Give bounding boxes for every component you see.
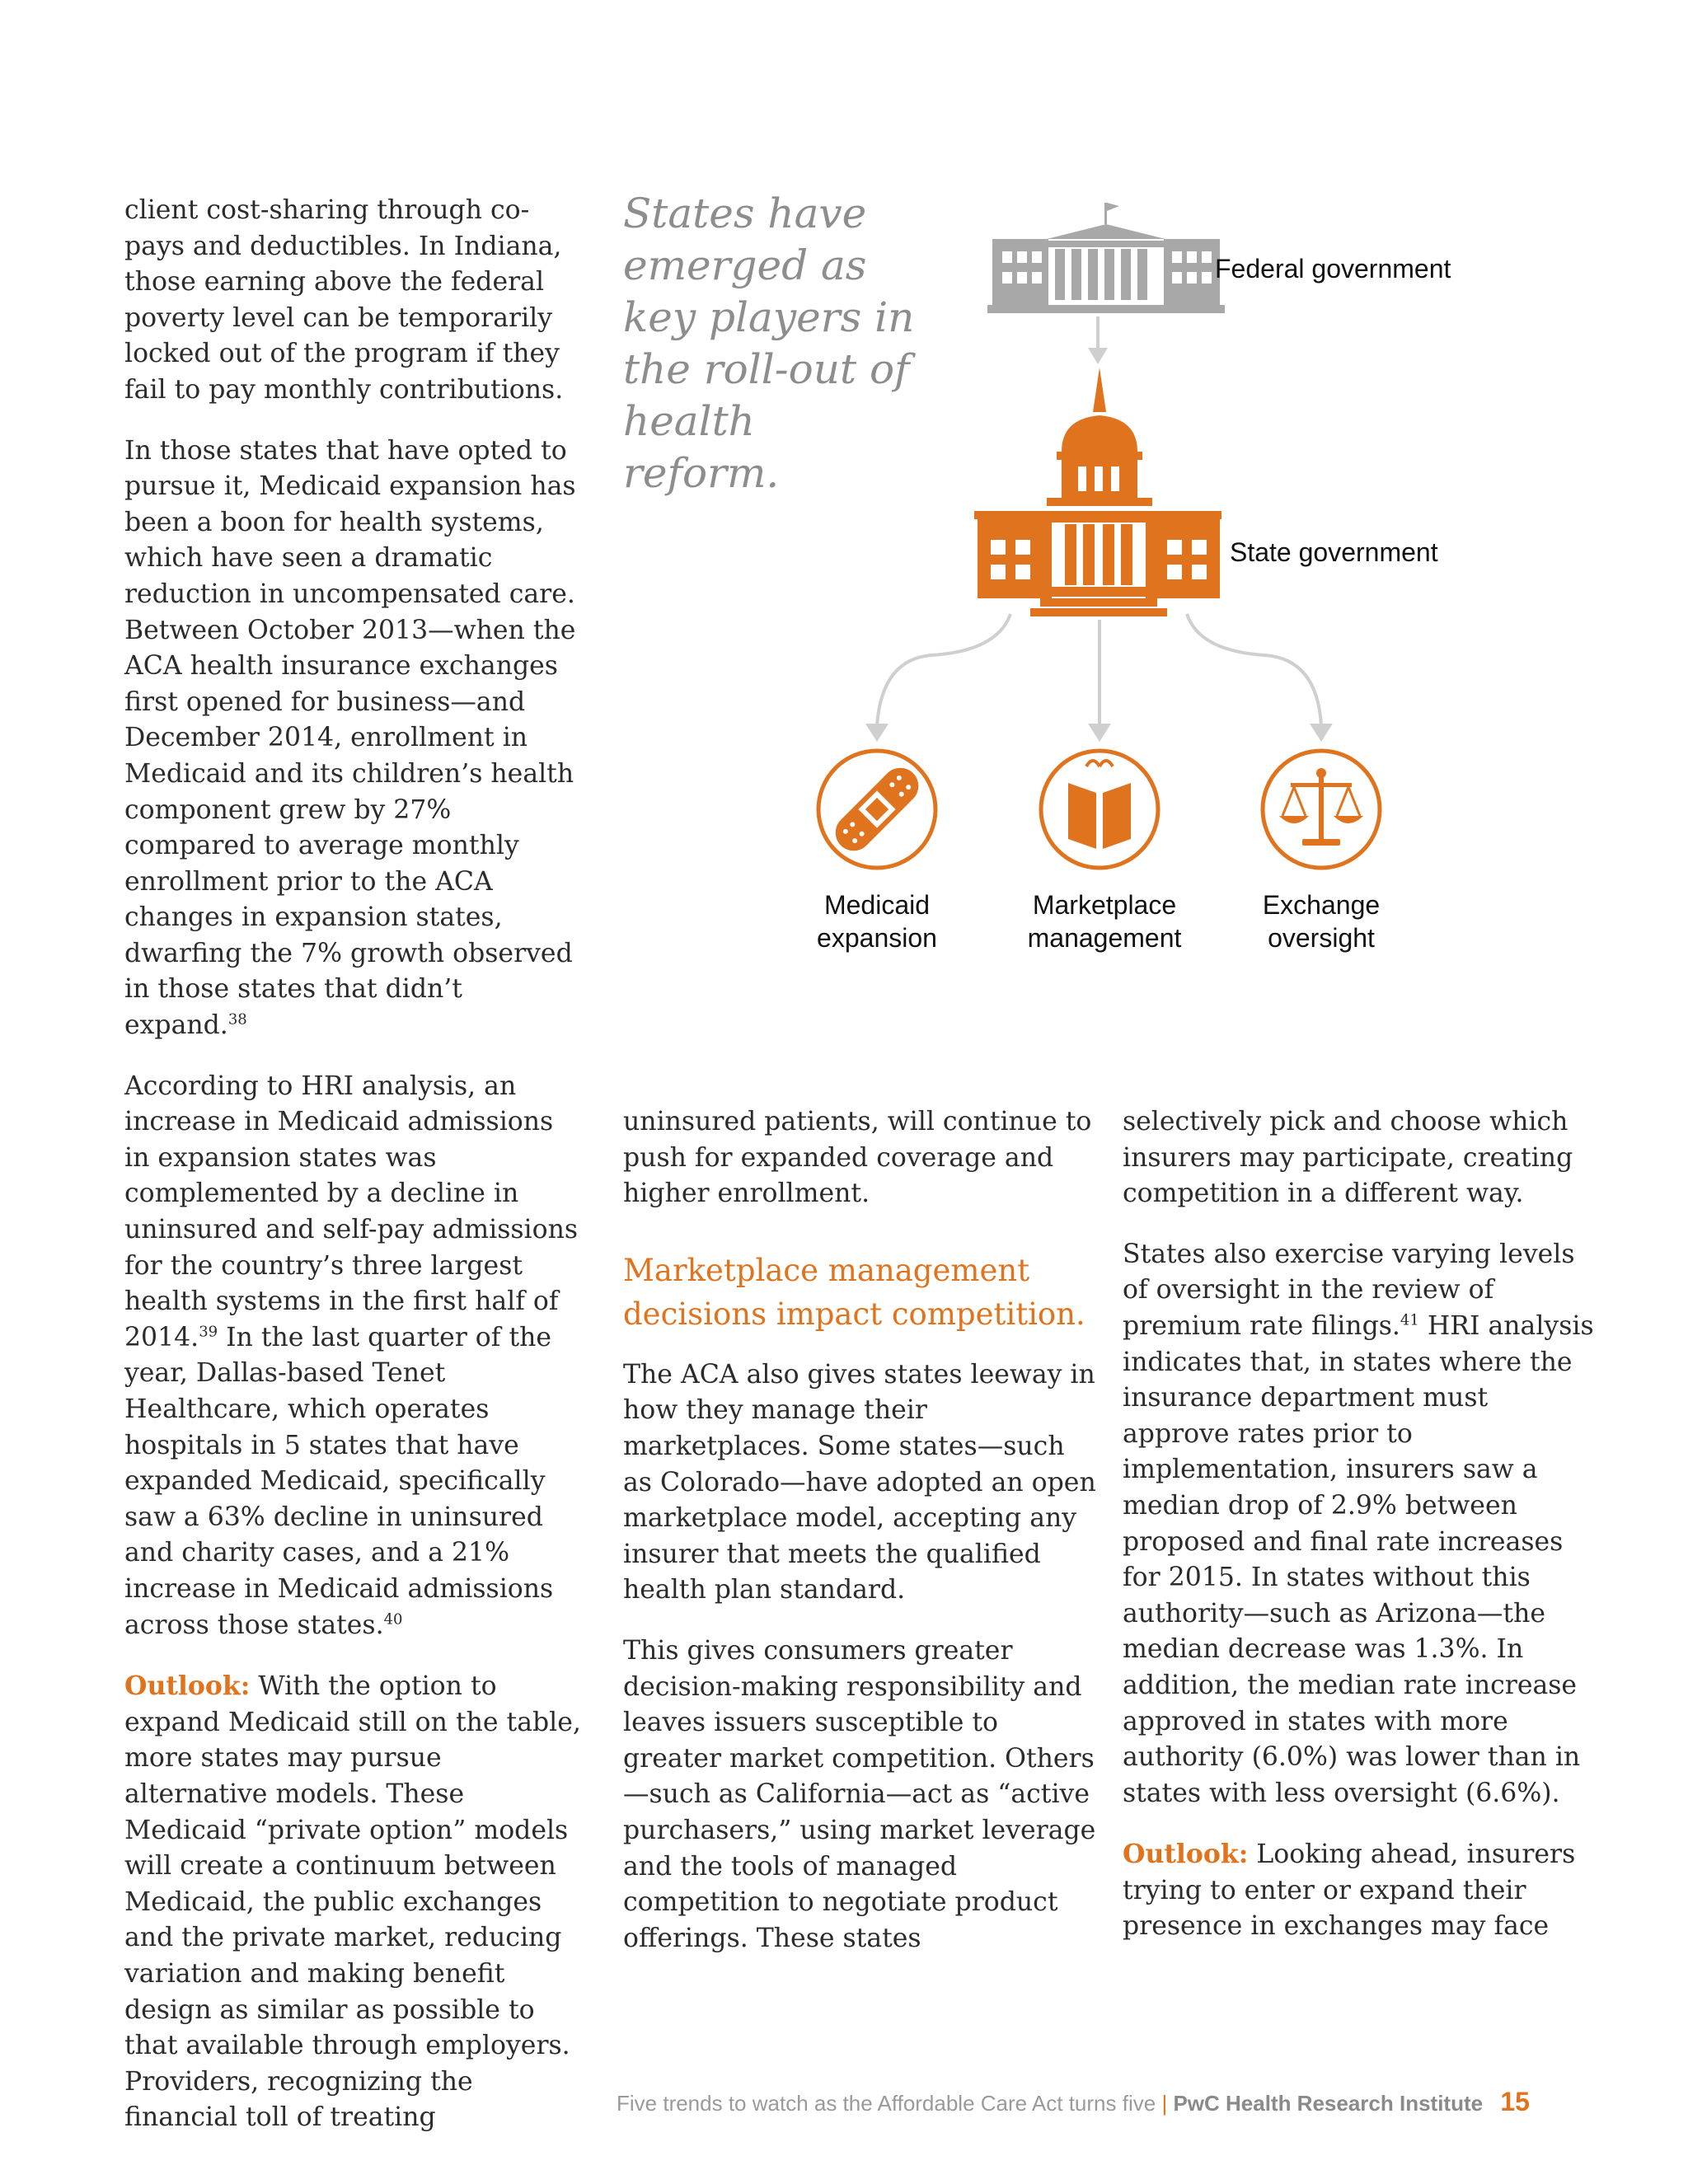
federal-government-label: Federal government — [1215, 254, 1451, 284]
middle-paragraph-3: This gives consumers greater decision-making responsibility and leaves issuers susceptible to greater market competition. Others—such as California—act as “active purchasers,” using market leverage and the tools of managed competition to negotiate product offerings. These states — [623, 1635, 1096, 1953]
right-paragraph-2: States also exercise varying levels of oversight in the review of premium rate filings.$^{41}$ HRI analysis indicates that, in states where the insurance department must approve rates prior to implementation, insurers saw a median drop of 2.9% between proposed and final rate increases for 2015. In states without this authority—such as Arizona—the median decrease was 1.3%. In addition, the median rate increase approved in states with more authority (6.0%) was lower than in states with less oversight (6.6%). — [1123, 1239, 1594, 1808]
book-icon — [1041, 751, 1158, 868]
left-paragraph-2: In those states that have opted to pursue it, Medicaid expansion has been a boon for health systems, which have seen a dramatic reduction in uncompensated care. Between October 2013—when the ACA health insurance exchanges first opened for business—and December 2014, enrollment in Medicaid and its children’s health component grew by 27% compared to average monthly enrollment prior to the ACA changes in expansion states, dwarfing the 7% growth observed in those states that didn’t expand.$^{38}$ — [124, 435, 576, 1041]
page-number: 15 — [1500, 2087, 1530, 2116]
footnote-ref-38: 38 — [227, 1010, 247, 1029]
right-paragraph-1: selectively pick and choose which insurers may participate, creating competition in a different way. — [1123, 1107, 1573, 1209]
arrows-state-to-roles — [877, 614, 1321, 725]
scales-icon — [1263, 751, 1380, 868]
state-government-label: State government — [1230, 537, 1438, 567]
page-footer — [617, 2087, 1589, 2117]
right-outlook-paragraph: Outlook: Looking ahead, insurers trying to enter or expand their presence in exchanges may face — [1123, 1839, 1576, 1942]
left-paragraph-3: According to HRI analysis, an increase in Medicaid admissions in expansion states was complemented by a decline in uninsured and self-pay admissions for the country’s three largest health systems in the first half of 2014.39 In the last quarter of the year, Dallas-based Tenet Healthcare, which operates hospitals in 5 states that have expanded Medicaid, specifically saw a 63% decline in uninsured and charity cases, and a 21% increase in Medicaid admissions across those states.$^{40}$ — [124, 1071, 579, 1640]
exchange-oversight-label: Exchange oversight — [1262, 890, 1381, 953]
middle-paragraph-1: uninsured patients, will continue to push for expanded coverage and higher enrollment. — [623, 1107, 1092, 1209]
middle-paragraph-2: The ACA also gives states leeway in how they manage their marketplaces. Some states—such as Colorado—have adopted an open marketplace model, accepting any insurer that meets the qualified health plan standard. — [623, 1359, 1096, 1605]
middle-column — [623, 1104, 1097, 1981]
pull-quote: States have emerged as key players in the roll-out of health reform. — [623, 190, 915, 497]
bandage-icon — [818, 751, 935, 868]
footnote-ref-39: 39 — [199, 1323, 218, 1341]
left-outlook-paragraph: Outlook: With the option to expand Medicaid still on the table, more states may pursue alternative models. These Medicaid “private option” models will create a continuum between Medicaid, the public exchanges and the private market, reducing variation and making benefit design as similar as possible to that available through employers. Providers, recognizing the financial toll of treating — [124, 1671, 581, 2133]
right-column — [1123, 1104, 1601, 1970]
outlook-label-2: Outlook: — [1123, 1839, 1249, 1870]
government-diagram — [0, 0, 1688, 989]
outlook-label: Outlook: — [124, 1671, 251, 1702]
footnote-ref-41: 41 — [1400, 1311, 1419, 1329]
section-heading: Marketplace management decisions impact competition. — [623, 1252, 1085, 1332]
left-paragraph-1: client cost-sharing through co-pays and deductibles. In Indiana, those earning above the federal poverty level can be temporarily locked out of the program if they fail to pay monthly contributions. — [124, 195, 564, 405]
footer-title: Five trends to watch as the Affordable Care Act turns five — [617, 2091, 1156, 2116]
marketplace-management-label: Marketplace management — [1027, 890, 1182, 953]
footer-separator: | — [1161, 2091, 1168, 2116]
state-capitol-icon — [974, 368, 1221, 616]
footer-organization: PwC Health Research Institute — [1173, 2091, 1484, 2116]
medicaid-expansion-label: Medicaid expansion — [817, 890, 937, 953]
footnote-ref-40: 40 — [383, 1610, 403, 1629]
arrow-federal-to-state — [1088, 316, 1108, 364]
